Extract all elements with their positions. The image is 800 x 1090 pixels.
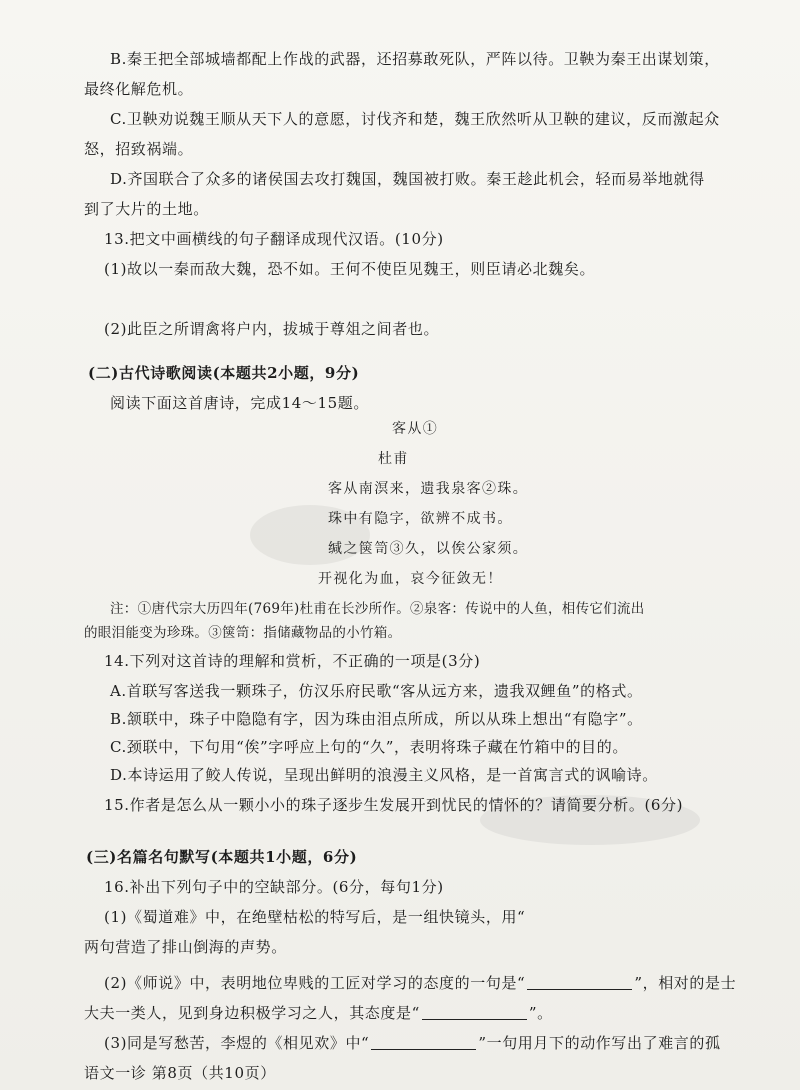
question-14-option-b: B.颔联中，珠子中隐隐有字，因为珠由泪点所成，所以从珠上想出“有隐字”。 bbox=[110, 710, 643, 728]
poem-note-line1: 注：①唐代宗大历四年(769年)杜甫在长沙所作。②泉客：传说中的人鱼，相传它们流出 bbox=[110, 601, 645, 617]
question-14-stem: 14.下列对这首诗的理解和赏析，不正确的一项是(3分) bbox=[104, 652, 481, 670]
question-13-stem: 13.把文中画横线的句子翻译成现代汉语。(10分) bbox=[104, 230, 444, 248]
option-c-line2: 怒，招致祸端。 bbox=[84, 140, 194, 158]
item-2-text-c: 大夫一类人，见到身边积极学习之人，其态度是“ bbox=[84, 1004, 420, 1022]
question-14-option-c: C.颈联中，下句用“俟”字呼应上句的“久”，表明将珠子藏在竹箱中的目的。 bbox=[110, 738, 628, 756]
answer-blank-2b[interactable] bbox=[422, 1003, 527, 1020]
poem-note-line2: 的眼泪能变为珍珠。③箧笥：指储藏物品的小竹箱。 bbox=[84, 625, 402, 641]
item-2-text-d: ”。 bbox=[528, 1004, 553, 1022]
option-b-line1: B.秦王把全部城墙都配上作战的武器，还招募敢死队，严阵以待。卫鞅为秦王出谋划策， bbox=[110, 50, 720, 68]
question-16-item-1-a: (1)《蜀道难》中，在绝壁枯松的特写后，是一组快镜头，用“ bbox=[104, 908, 526, 926]
question-15: 15.作者是怎么从一颗小小的珠子逐步生发展开到忧民的情怀的？请简要分析。(6分) bbox=[104, 796, 684, 814]
question-16-item-2-line1 bbox=[104, 972, 736, 994]
item-3-text-a: (3)同是写愁苦，李煜的《相见欢》中“ bbox=[104, 1034, 370, 1052]
question-14-option-a: A.首联写客送我一颗珠子，仿汉乐府民歌“客从远方来，遗我双鲤鱼”的格式。 bbox=[110, 682, 643, 700]
poem-line-2: 珠中有隐字，欲辨不成书。 bbox=[328, 511, 513, 527]
question-16-item-2-line2 bbox=[84, 1002, 553, 1024]
question-16-item-1-b: 两句营造了排山倒海的声势。 bbox=[84, 938, 287, 956]
poem-author: 杜甫 bbox=[378, 451, 409, 467]
question-13-sentence-1: (1)故以一秦而敌大魏，恐不如。王何不使臣见魏王，则臣请必北魏矣。 bbox=[104, 260, 596, 278]
section-2-intro: 阅读下面这首唐诗，完成14～15题。 bbox=[110, 394, 369, 412]
question-16-item-3-line1 bbox=[104, 1032, 721, 1054]
question-16-stem: 16.补出下列句子中的空缺部分。(6分，每句1分) bbox=[104, 878, 444, 896]
option-b-line2: 最终化解危机。 bbox=[84, 80, 194, 98]
option-d-line1: D.齐国联合了众多的诸侯国去攻打魏国，魏国被打败。秦王趁此机会，轻而易举地就得 bbox=[110, 170, 705, 188]
poem-title: 客从① bbox=[392, 421, 439, 437]
page-footer: 语文一诊 第8页（共10页） bbox=[84, 1064, 276, 1082]
option-d-line2: 到了大片的土地。 bbox=[84, 200, 209, 218]
poem-line-4: 开视化为血，哀今征敛无！ bbox=[318, 571, 503, 587]
poem-line-1: 客从南溟来，遗我泉客②珠。 bbox=[328, 481, 529, 497]
answer-blank-3[interactable] bbox=[371, 1033, 476, 1050]
question-14-option-d: D.本诗运用了鲛人传说，呈现出鲜明的浪漫主义风格，是一首寓言式的讽喻诗。 bbox=[110, 766, 658, 784]
section-3-heading: (三)名篇名句默写(本题共1小题，6分) bbox=[86, 848, 358, 866]
answer-blank-2a[interactable] bbox=[527, 973, 632, 990]
item-2-text-b: ”，相对的是士 bbox=[634, 974, 737, 992]
option-c-line1: C.卫鞅劝说魏王顺从天下人的意愿，讨伐齐和楚，魏王欣然听从卫鞅的建议，反而激起众 bbox=[110, 110, 720, 128]
item-2-text-a: (2)《师说》中，表明地位卑贱的工匠对学习的态度的一句是“ bbox=[104, 974, 526, 992]
section-2-heading: (二)古代诗歌阅读(本题共2小题，9分) bbox=[88, 364, 360, 382]
item-3-text-b: ”一句用月下的动作写出了难言的孤 bbox=[478, 1034, 721, 1052]
poem-line-3: 缄之箧笥③久，以俟公家须。 bbox=[328, 541, 529, 557]
question-13-sentence-2: (2)此臣之所谓禽将户内，拔城于尊俎之间者也。 bbox=[104, 320, 440, 338]
